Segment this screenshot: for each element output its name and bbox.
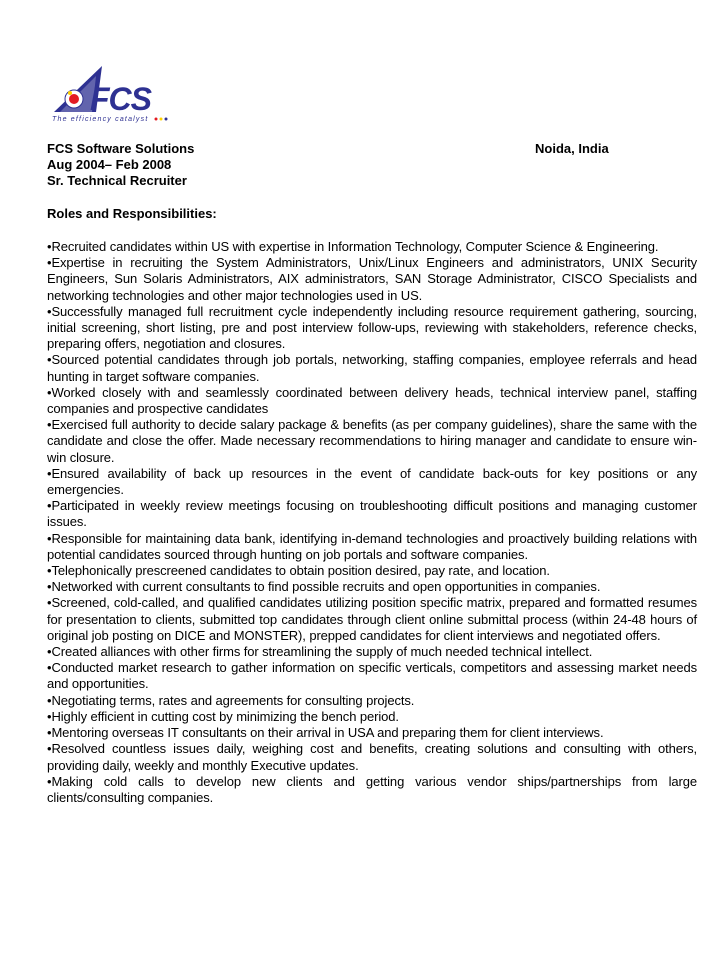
list-item: •Making cold calls to develop new clients and getting various vendor ships/partnerships from large clients/consulting companies. <box>47 773 697 805</box>
list-item: •Responsible for maintaining data bank, identifying in-demand technologies and proactively building relations with potential candidates sourced through hunting on job portals and software companies. <box>47 530 697 562</box>
list-item: •Negotiating terms, rates and agreements for consulting projects. <box>47 692 415 708</box>
logo-tagline: The efficiency catalyst <box>52 116 149 123</box>
list-item: •Screened, cold-called, and qualified candidates utilizing position specific matrix, prepared and formatted resumes for presentation to clients, submitted top candidates through client online submittal process (within 24-48 hours of original job posting on DICE and MONSTER), prepped candidates for client interviews and negotiated offers. <box>47 595 697 643</box>
company-line <box>47 141 697 157</box>
list-item: •Conducted market research to gather information on specific verticals, competitors and assessing market needs and opportunities. <box>47 660 697 692</box>
list-item: •Highly efficient in cutting cost by minimizing the bench period. <box>47 708 399 724</box>
responsibilities-list <box>47 239 697 806</box>
company-name: FCS Software Solutions <box>47 141 195 156</box>
list-item: •Resolved countless issues daily, weighing cost and benefits, creating solutions and consulting with others, providing daily, weekly and monthly Executive updates. <box>47 741 697 773</box>
list-item: •Sourced potential candidates through job portals, networking, staffing companies, employee referrals and head hunting in target software companies. <box>47 352 697 384</box>
list-item: •Expertise in recruiting the System Administrators, Unix/Linux Engineers and administrators, UNIX Security Engineers, Sun Solaris Administrators, AIX administrators, SAN Storage Administrator, CISCO Specialists and networking technologies and other major technologies used in US. <box>47 255 697 303</box>
list-item: •Telephonically prescreened candidates to obtain position desired, pay rate, and location. <box>47 563 550 579</box>
job-dates: Aug 2004– Feb 2008 <box>47 157 172 173</box>
list-item: •Recruited candidates within US with expertise in Information Technology, Computer Science & Engineering. <box>47 239 659 254</box>
job-location: Noida, India <box>535 141 609 156</box>
roles-heading: Roles and Responsibilities: <box>47 206 217 221</box>
job-header <box>47 141 697 190</box>
list-item: •Networked with current consultants to find possible recruits and open opportunities in companies. <box>47 579 601 595</box>
logo-text: FCS <box>90 81 151 117</box>
list-item: •Worked closely with and seamlessly coordinated between delivery heads, technical interview panel, staffing companies and prospective candidates <box>47 384 697 417</box>
job-title: Sr. Technical Recruiter <box>47 173 187 189</box>
list-item: •Participated in weekly review meetings focusing on troubleshooting difficult positions and managing customer issues. <box>47 498 697 530</box>
list-item: •Successfully managed full recruitment cycle independently including resource requirement gathering, sourcing, initial screening, short listing, pre and post interview follow-ups, reviewing with stakeholders, reference checks, preparing offers, negotiation and closures. <box>47 303 697 352</box>
list-item: •Created alliances with other firms for streamlining the supply of much needed technical intellect. <box>47 644 593 660</box>
list-item: •Ensured availability of back up resources in the event of candidate back-outs for key positions or any emergencies. <box>47 465 697 498</box>
fcs-logo <box>46 66 178 124</box>
list-item: •Exercised full authority to decide salary package & benefits (as per company guidelines), share the same with the candidate and close the offer. Made necessary recommendations to hiring manager and candidate to ensure win-win closure. <box>47 417 697 465</box>
list-item: •Mentoring overseas IT consultants on their arrival in USA and preparing them for client interviews. <box>47 725 604 741</box>
